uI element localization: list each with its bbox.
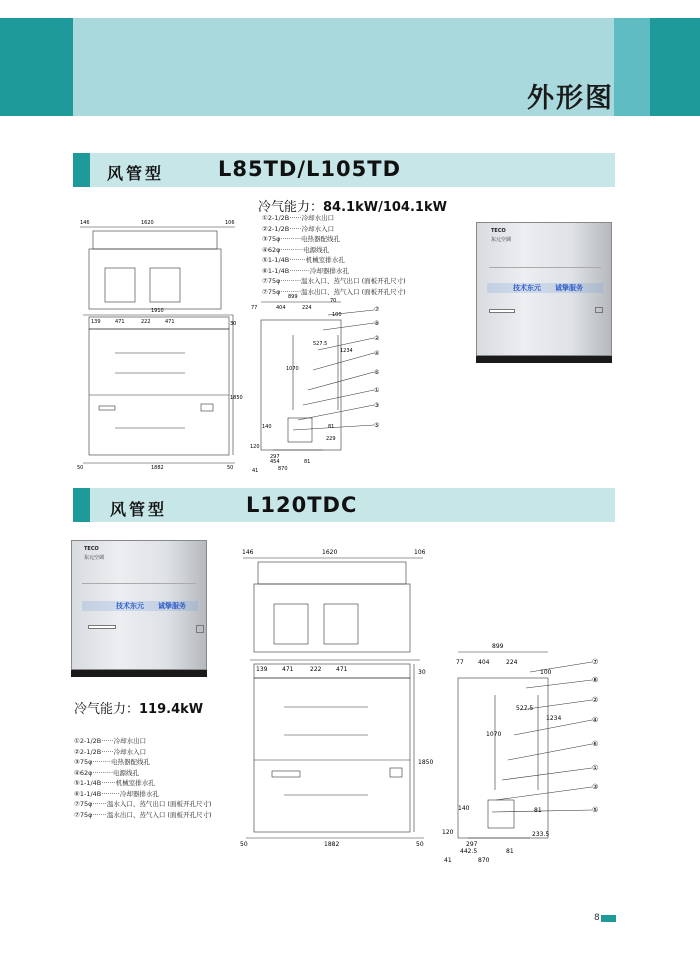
callout-text: ⑤ xyxy=(374,422,380,429)
section1-marker xyxy=(73,153,90,187)
callout-text: ① xyxy=(592,764,599,772)
note-item: ①2-1/2B······冷却水出口 xyxy=(262,214,335,222)
control-panel xyxy=(489,309,515,313)
note-item: ②2-1/2B······冷却水入口 xyxy=(74,747,147,756)
section1-product-photo xyxy=(476,222,612,356)
section1-capacity-label: 冷气能力： xyxy=(258,200,324,215)
dim-text: 1070 xyxy=(486,731,502,738)
dim-text: 442.5 xyxy=(460,848,478,855)
slogan-left: 技术东元 xyxy=(513,284,541,292)
dim-text: 404 xyxy=(276,305,286,311)
dim-text: 471 xyxy=(282,666,294,673)
dim-text: 139 xyxy=(91,319,101,325)
callout-text: ① xyxy=(374,387,380,394)
page-number-marker xyxy=(601,915,616,922)
dim-text: 899 xyxy=(492,643,504,650)
dim-text: 527.5 xyxy=(313,341,328,347)
dim-text: 870 xyxy=(278,466,288,472)
dim-text: 41 xyxy=(252,468,259,474)
section2-model: L120TDC xyxy=(246,493,358,517)
dim-text: 471 xyxy=(165,319,175,325)
note-item: ⑤1-1/4B·······机械室排水孔 xyxy=(74,779,155,787)
note-item: ③75φ·········电热器配线孔 xyxy=(74,758,150,766)
dim-text: 297 xyxy=(466,841,478,848)
dim-text: 404 xyxy=(478,659,490,666)
dim-text: 1234 xyxy=(546,715,562,722)
slogan-right: 诚挚服务 xyxy=(158,602,186,610)
dim-text: 471 xyxy=(336,666,348,673)
section2-capacity-value: 119.4kW xyxy=(139,702,204,717)
panel-line xyxy=(489,267,601,268)
dim-text: 229 xyxy=(326,436,336,442)
slogan-band xyxy=(487,283,603,293)
dim-text: 30 xyxy=(418,669,426,676)
dim-text: 139 xyxy=(256,666,268,673)
panel-line xyxy=(82,583,196,584)
dim-text: 1234 xyxy=(340,348,353,354)
callout-text: ④ xyxy=(592,716,599,724)
dim-text: 224 xyxy=(302,305,312,311)
dim-text: 81 xyxy=(506,848,514,855)
header-left-accent xyxy=(0,18,73,116)
dim-text: 50 xyxy=(416,841,424,848)
dim-text: 1910 xyxy=(151,308,164,314)
section1-capacity-value: 84.1kW/104.1kW xyxy=(323,200,447,215)
dim-text: 106 xyxy=(225,220,235,226)
dim-text: 106 xyxy=(414,549,426,556)
dim-text: 146 xyxy=(80,220,90,226)
callout-text: ⑦ xyxy=(592,658,599,666)
callout-text: ⑥ xyxy=(374,369,380,376)
dim-text: 41 xyxy=(444,857,452,864)
dim-text: 81 xyxy=(328,424,335,430)
dim-text: 1070 xyxy=(286,366,299,372)
section2-unit-base xyxy=(71,670,207,677)
callout-text: ③ xyxy=(374,402,380,409)
section2-capacity xyxy=(74,698,203,717)
callout-text: ⑥ xyxy=(592,740,599,748)
note-item: ③75φ··········电热器配线孔 xyxy=(262,235,341,243)
callout-text: ⑦ xyxy=(374,306,380,313)
dim-text: 527.5 xyxy=(516,705,534,712)
brand-sub: 东元空调 xyxy=(84,555,105,561)
callout-text: ③ xyxy=(592,783,599,791)
dim-text: 50 xyxy=(77,465,84,471)
dim-text: 222 xyxy=(141,319,151,325)
note-item: ⑥1-1/4B··········冷却器排水孔 xyxy=(262,266,349,275)
dim-text: 81 xyxy=(534,807,542,814)
dim-text: 1620 xyxy=(322,549,338,556)
section2-product-photo xyxy=(71,540,207,670)
control-panel xyxy=(88,625,116,629)
callout-text: ⑧ xyxy=(374,320,380,327)
dim-text: 222 xyxy=(310,666,322,673)
dim-text: 471 xyxy=(115,319,125,325)
note-item: ⑦75φ·······温水出口、蒸气入口 (面板开孔尺寸) xyxy=(74,810,212,819)
note-item: ⑦75φ·······温水入口、蒸气出口 (面板开孔尺寸) xyxy=(74,800,212,808)
note-item: ⑥1-1/4B·········冷却器排水孔 xyxy=(74,789,159,798)
callout-text: ② xyxy=(374,335,380,342)
section1-side-drawing xyxy=(248,290,388,475)
dim-text: 1882 xyxy=(151,465,164,471)
dim-text: 81 xyxy=(304,459,311,465)
note-item: ⑦75φ··········温水入口、蒸气出口 (面板开孔尺寸) xyxy=(262,277,406,285)
dim-text: 77 xyxy=(251,305,258,311)
section1-notes xyxy=(262,213,406,297)
dim-text: 1850 xyxy=(418,759,433,766)
dim-text: 1850 xyxy=(230,395,243,401)
dim-text: 50 xyxy=(227,465,234,471)
header-right-accent-light xyxy=(614,18,650,116)
dim-text: 146 xyxy=(242,549,254,556)
dim-text: 1620 xyxy=(141,220,154,226)
section1-model: L85TD/L105TD xyxy=(218,157,402,181)
section2-type: 风管型 xyxy=(110,500,168,519)
dim-text: 70 xyxy=(330,298,337,304)
dim-text: 233.5 xyxy=(532,831,550,838)
dim-text: 140 xyxy=(262,424,272,430)
note-item: ④62φ··········电源线孔 xyxy=(74,768,140,777)
display-panel xyxy=(595,307,603,313)
callout-text: ④ xyxy=(374,350,380,357)
section2-notes xyxy=(74,736,212,820)
dim-text: 100 xyxy=(332,312,342,318)
dim-text: 224 xyxy=(506,659,518,666)
brand-sub: 东元空调 xyxy=(491,237,512,243)
dim-text: 297 xyxy=(270,454,280,460)
brand-logo: TECO xyxy=(84,546,99,552)
section1-front-drawing xyxy=(75,213,245,475)
dim-text: 899 xyxy=(288,294,298,300)
dim-text: 120 xyxy=(250,444,260,450)
slogan-right: 诚挚服务 xyxy=(555,284,583,292)
dim-text: 30 xyxy=(230,321,237,327)
page-number: 8 xyxy=(594,913,600,923)
note-item: ⑤1-1/4B········机械室排水孔 xyxy=(262,256,345,264)
page-title: 外形图 xyxy=(527,83,614,114)
section2-side-drawing xyxy=(440,640,608,865)
note-item: ④62φ···········电源线孔 xyxy=(262,245,330,254)
note-item: ①2-1/2B······冷却水出口 xyxy=(74,737,147,745)
dim-text: 100 xyxy=(540,669,552,676)
section1-type: 风管型 xyxy=(107,164,165,183)
section2-marker xyxy=(73,488,90,522)
note-item: ⑦75φ··········温水出口、蒸气入口 (面板开孔尺寸) xyxy=(262,287,406,296)
dim-text: 140 xyxy=(458,805,470,812)
callout-text: ⑤ xyxy=(592,806,599,814)
section2-capacity-label: 冷气能力： xyxy=(74,702,140,717)
dim-text: 50 xyxy=(240,841,248,848)
dim-text: 77 xyxy=(456,659,464,666)
section1-unit-base xyxy=(476,356,612,363)
section2-front-drawing xyxy=(238,542,433,852)
slogan-left: 技术东元 xyxy=(116,602,144,610)
brand-logo: TECO xyxy=(491,228,506,234)
dim-text: 120 xyxy=(442,829,454,836)
display-panel xyxy=(196,625,204,633)
note-item: ②2-1/2B······冷却水入口 xyxy=(262,224,335,233)
dim-text: 870 xyxy=(478,857,490,864)
callout-text: ⑧ xyxy=(592,676,599,684)
dim-text: 454 xyxy=(270,459,280,465)
callout-text: ② xyxy=(592,696,599,704)
dim-text: 1882 xyxy=(324,841,340,848)
